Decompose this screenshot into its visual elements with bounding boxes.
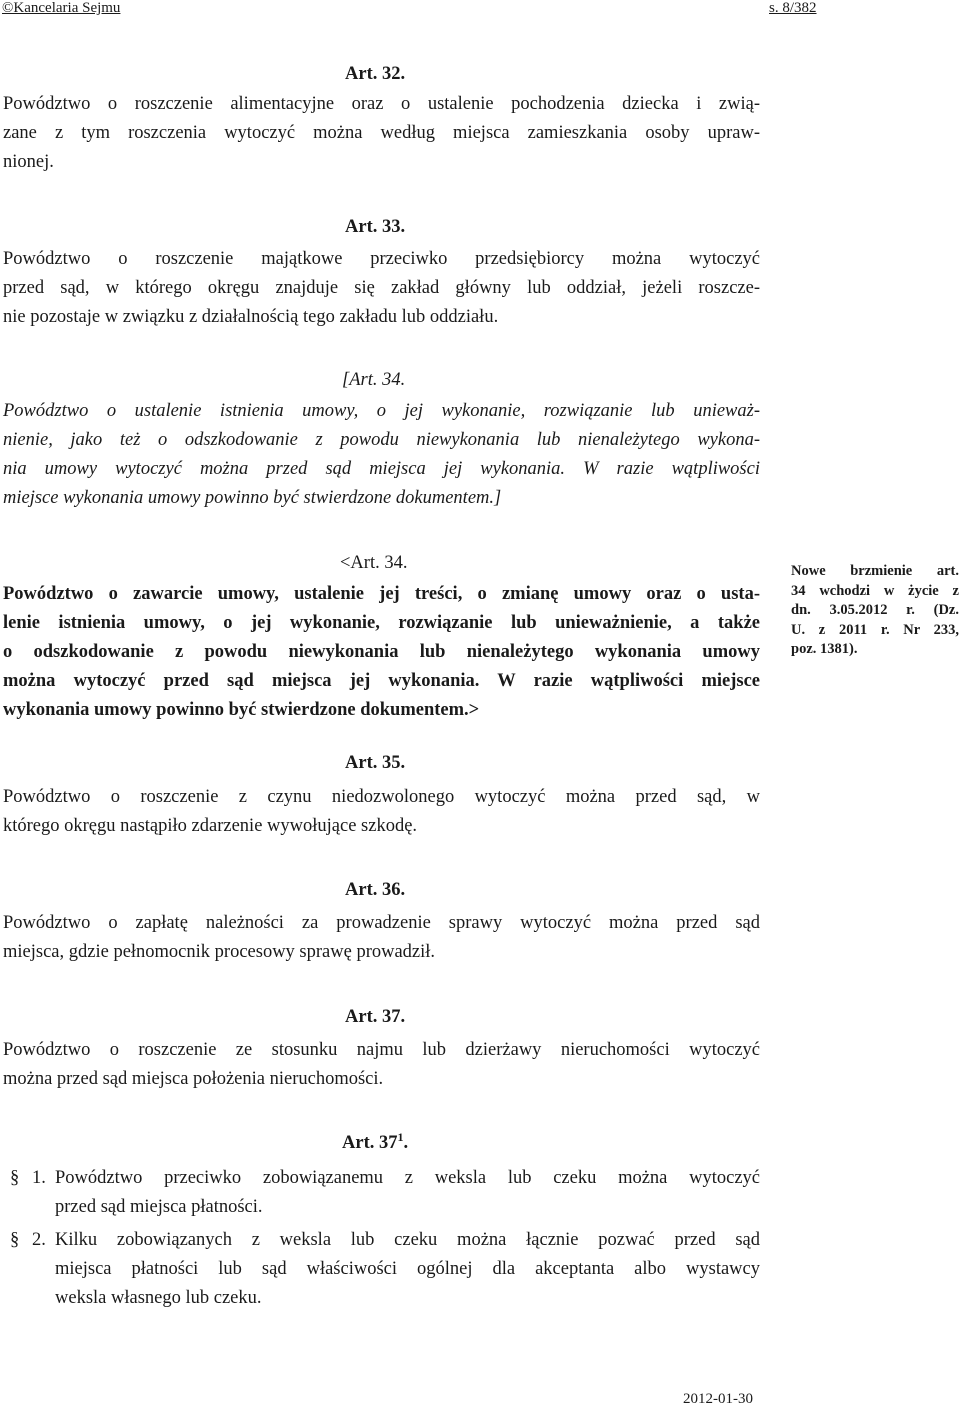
article-34-old-title: [Art. 34.: [342, 370, 406, 390]
text-line: można wytoczyć przed sąd miejsca jej wykonania. W razie wątpliwości miejsce: [3, 671, 760, 691]
text-line: miejsca, gdzie pełnomocnik procesowy sprawę prowadził.: [3, 942, 436, 962]
article-35-text: [3, 783, 760, 841]
item-number: 1.: [32, 1168, 46, 1188]
article-32-text: [3, 90, 760, 177]
item-text: [55, 1164, 760, 1222]
item-number: 2.: [32, 1230, 46, 1250]
text-line: miejsce wykonania umowy powinno być stwierdzone dokumentem.]: [3, 488, 502, 508]
footer-date: 2012-01-30: [683, 1391, 753, 1407]
text-line: Kilku zobowiązanych z weksla lub czeku można łącznie pozwać przed sąd: [55, 1230, 760, 1250]
text-line: Powództwo o roszczenie alimentacyjne oraz o ustalenie pochodzenia dziecka i zwią-: [3, 94, 760, 114]
text-line: Powództwo o ustalenie istnienia umowy, o jej wykonanie, rozwiązanie lub unieważ-: [3, 401, 760, 421]
paragraph-item: [10, 1226, 760, 1313]
article-34-new-title: <Art. 34.: [340, 553, 408, 573]
text-line: nienie, jako też o odszkodowanie z powodu niewykonania lub nienależytego wykona-: [3, 430, 760, 450]
article-37-title: Art. 37.: [345, 1007, 406, 1027]
text-line: można przed sąd miejsca położenia nieruchomości.: [3, 1069, 384, 1089]
text-line: zane z tym roszczenia wytoczyć można według miejsca zamieszkania osoby upraw-: [3, 123, 760, 143]
title-superscript: 1: [397, 1130, 404, 1144]
article-37-text: [3, 1036, 760, 1094]
text-line: o odszkodowanie z powodu niewykonania lub nienależytego wykonania umowy: [3, 642, 760, 662]
article-37-1-title: [342, 1130, 408, 1154]
note-line: U. z 2011 r. Nr 233,: [791, 621, 959, 638]
text-line: nia umowy wytoczyć można przed sąd miejsca jej wykonania. W razie wątpliwości: [3, 459, 760, 479]
text-line: Powództwo o zawarcie umowy, ustalenie jej treści, o zmianę umowy oraz o usta-: [3, 584, 760, 604]
text-line: Powództwo o roszczenie majątkowe przeciwko przedsiębiorcy można wytoczyć: [3, 249, 760, 269]
note-line: Nowe brzmienie art.: [791, 563, 959, 579]
note-line: poz. 1381).: [791, 641, 858, 657]
text-line: Powództwo przeciwko zobowiązanemu z weksla lub czeku można wytoczyć: [55, 1168, 760, 1188]
item-text: [55, 1226, 760, 1313]
text-line: wykonania umowy powinno być stwierdzone dokumentem.>: [3, 700, 480, 720]
article-35-title: Art. 35.: [345, 753, 406, 773]
text-line: Powództwo o roszczenie z czynu niedozwolonego wytoczyć można przed sąd, w: [3, 787, 760, 807]
article-33-text: [3, 245, 760, 332]
text-line: Powództwo o roszczenie ze stosunku najmu lub dzierżawy nieruchomości wytoczyć: [3, 1040, 760, 1060]
margin-note: [791, 562, 959, 660]
page-number-link[interactable]: s. 8/382: [769, 0, 817, 16]
title-end: .: [403, 1133, 409, 1154]
section-symbol: §: [10, 1168, 20, 1188]
publisher-link[interactable]: ©Kancelaria Sejmu: [2, 0, 121, 16]
article-36-text: [3, 909, 760, 967]
note-line: dn. 3.05.2012 r. (Dz.: [791, 602, 959, 618]
paragraph-item: [10, 1164, 760, 1222]
text-line: nie pozostaje w związku z działalnością tego zakładu lub oddziału.: [3, 307, 499, 327]
text-line: którego okręgu nastąpiło zdarzenie wywołujące szkodę.: [3, 816, 418, 836]
text-line: przed sąd miejsca płatności.: [55, 1197, 263, 1217]
text-line: miejsca płatności lub sąd właściwości ogólnej dla akceptanta albo wystawcy: [55, 1259, 760, 1279]
text-line: Powództwo o zapłatę należności za prowadzenie sprawy wytoczyć można przed sąd: [3, 913, 760, 933]
text-line: nionej.: [3, 152, 54, 172]
article-32-title: Art. 32.: [345, 64, 406, 84]
section-symbol: §: [10, 1230, 20, 1250]
article-33-title: Art. 33.: [345, 217, 406, 237]
article-34-new-text: [3, 580, 760, 725]
text-line: przed sąd, w którego okręgu znajduje się zakład główny lub oddział, jeżeli roszcze-: [3, 278, 760, 298]
article-36-title: Art. 36.: [345, 880, 406, 900]
note-line: 34 wchodzi w życie z: [791, 582, 959, 599]
text-line: weksla własnego lub czeku.: [55, 1288, 262, 1308]
text-line: lenie istnienia umowy, o jej wykonanie, rozwiązanie lub unieważnienie, a także: [3, 613, 760, 633]
title-text: Art. 37: [342, 1133, 398, 1154]
article-34-old-text: [3, 397, 760, 513]
